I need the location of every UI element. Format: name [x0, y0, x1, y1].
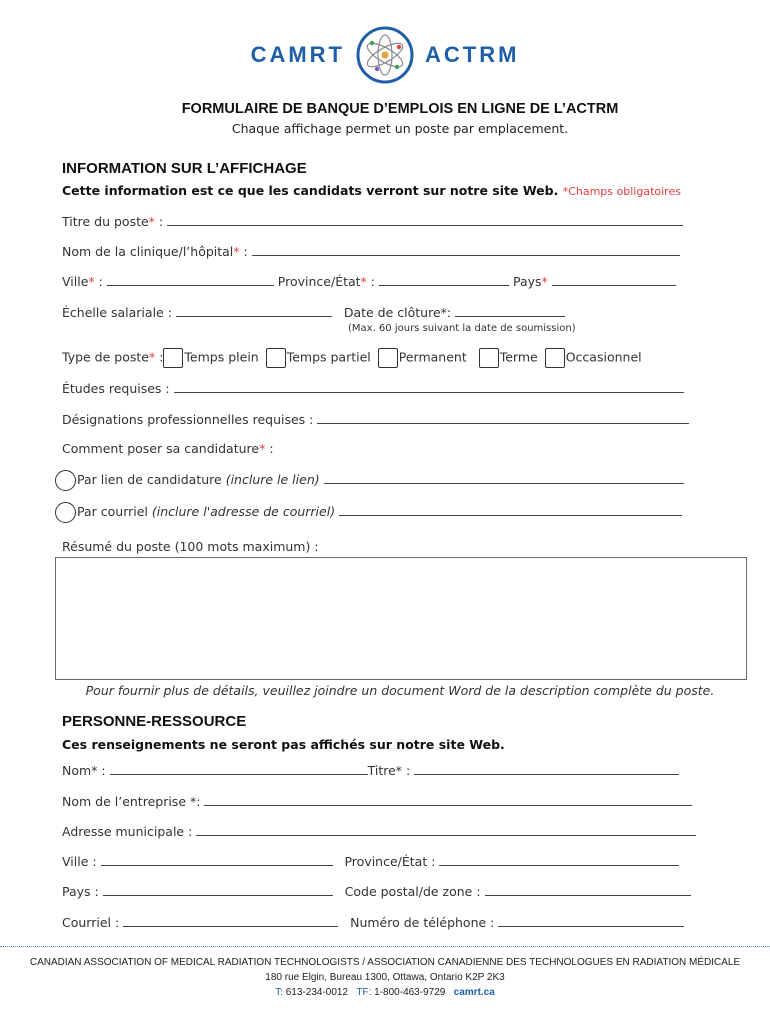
summary-label: Résumé du poste (100 mots maximum) : [62, 539, 319, 554]
postal-code-field[interactable] [485, 884, 691, 896]
row-city-province [62, 854, 679, 870]
checkbox-part-time[interactable] [266, 348, 286, 368]
required-star: * [148, 349, 156, 365]
phone-label: Numéro de téléphone : [350, 915, 495, 930]
phone-field[interactable] [498, 915, 684, 927]
address-label: Adresse municipale : [62, 824, 193, 839]
footer-divider [0, 946, 770, 947]
city-label: Ville [62, 274, 89, 289]
apply-email-hint: (inclure l'adresse de courriel) [151, 504, 336, 519]
country-label: Pays [512, 274, 542, 289]
footer-tel-label: T: [275, 987, 283, 998]
radio-apply-email[interactable] [55, 502, 76, 523]
city-field[interactable] [107, 274, 274, 286]
contact-email-field[interactable] [123, 915, 338, 927]
footer-org: CANADIAN ASSOCIATION OF MEDICAL RADIATION TECHNOLOGISTS / ASSOCIATION CANADIENNE DES TECHNOLOGUES EN RADIATION MÉDICALE [29, 957, 741, 968]
apply-label: Comment poser sa candidature [62, 441, 260, 456]
country-field[interactable] [552, 274, 676, 286]
page-subtitle: Chaque affichage permet un poste par emplacement. [231, 121, 569, 136]
logo-text-right: ACTRM [425, 42, 520, 67]
atom-emblem-icon [355, 25, 415, 85]
contact-city-field[interactable] [101, 854, 333, 866]
required-fields-note: *Champs obligatoires [562, 185, 681, 198]
salary-label: Échelle salariale : [62, 305, 172, 320]
salary-field[interactable] [176, 305, 332, 317]
postal-code-label: Code postal/de zone : [344, 884, 481, 899]
footer-contact [0, 987, 770, 998]
footer-tel: 613-234-0012 [285, 987, 349, 998]
job-type-term: Terme [499, 349, 538, 365]
education-label: Études requises : [62, 381, 170, 396]
logo [0, 22, 770, 88]
checkbox-full-time[interactable] [163, 348, 183, 368]
job-type-permanent: Permanent [398, 349, 467, 365]
required-star: * [233, 244, 240, 259]
designations-field[interactable] [317, 412, 689, 424]
contact-province-label: Province/État : [344, 854, 436, 869]
required-star: * [259, 441, 266, 456]
closing-date-field[interactable] [455, 305, 565, 317]
row-education [62, 381, 684, 397]
posting-note [62, 183, 681, 198]
apply-link-field[interactable] [324, 472, 684, 484]
footer-address: 180 rue Elgin, Bureau 1300, Ottawa, Ontario K2P 2K3 [265, 972, 505, 983]
apply-email-text: Par courriel [77, 504, 148, 519]
row-apply: Comment poser sa candidature* : [62, 441, 274, 456]
apply-link-hint: (inclure le lien) [225, 472, 320, 487]
contact-country-label: Pays : [62, 884, 99, 899]
apply-email-field[interactable] [339, 504, 682, 516]
footer-tf-label: TF: [356, 987, 372, 998]
posting-note-text: Cette information est ce que les candidats verront sur notre site Web. [62, 183, 559, 198]
closing-date-hint: (Max. 60 jours suivant la date de soumission) [348, 323, 576, 334]
checkbox-casual[interactable] [545, 348, 565, 368]
footer-website-link[interactable]: camrt.ca [453, 987, 495, 998]
row-designations [62, 412, 689, 428]
required-star: * [360, 274, 367, 289]
row-email-phone [62, 915, 684, 931]
page-title: FORMULAIRE DE BANQUE D’EMPLOIS EN LIGNE DE L’ACTRM [181, 101, 619, 117]
contact-city-label: Ville : [62, 854, 97, 869]
footer-tf: 1-800-463-9729 [374, 987, 446, 998]
clinic-label: Nom de la clinique/l’hôpital [62, 244, 234, 259]
job-type-label: Type de poste [62, 349, 149, 365]
row-apply-email [55, 502, 682, 523]
job-type-full-time: Temps plein [184, 349, 259, 365]
province-label: Province/État [277, 274, 361, 289]
row-job-type: Type de poste* : Temps plein Temps partiel Permanent Terme Occasionnel [62, 348, 642, 368]
checkbox-term[interactable] [479, 348, 499, 368]
address-field[interactable] [196, 824, 696, 836]
contact-note: Ces renseignements ne seront pas affichés sur notre site Web. [62, 737, 505, 752]
job-title-field[interactable] [167, 214, 683, 226]
job-type-part-time: Temps partiel [286, 349, 371, 365]
contact-title-label: Titre* : [367, 763, 411, 778]
summary-note: Pour fournir plus de détails, veuillez joindre un document Word de la description complète du poste. [85, 683, 715, 698]
radio-apply-link[interactable] [55, 470, 76, 491]
clinic-field[interactable] [252, 244, 680, 256]
row-name-title [62, 763, 679, 779]
section-heading-posting: INFORMATION SUR L’AFFICHAGE [62, 160, 307, 177]
contact-email-label: Courriel : [62, 915, 120, 930]
contact-country-field[interactable] [103, 884, 333, 896]
row-country-postal [62, 884, 691, 900]
contact-name-label: Nom* : [62, 763, 106, 778]
required-star: * [88, 274, 95, 289]
designations-label: Désignations professionnelles requises : [62, 412, 314, 427]
company-field[interactable] [204, 794, 692, 806]
province-field[interactable] [379, 274, 509, 286]
contact-title-field[interactable] [414, 763, 679, 775]
education-field[interactable] [174, 381, 684, 393]
job-title-label: Titre du poste [62, 214, 149, 229]
required-star: * [148, 214, 155, 229]
row-salary-closing [62, 305, 565, 321]
contact-province-field[interactable] [439, 854, 679, 866]
job-type-casual: Occasionnel [565, 349, 642, 365]
section-heading-contact: PERSONNE-RESSOURCE [62, 713, 247, 730]
closing-date-label: Date de clôture*: [343, 305, 452, 320]
contact-name-field[interactable] [110, 763, 368, 775]
required-star: * [541, 274, 548, 289]
row-job-title: Titre du poste* : [62, 214, 683, 230]
row-clinic: Nom de la clinique/l’hôpital* : [62, 244, 680, 260]
apply-link-text: Par lien de candidature [77, 472, 222, 487]
row-company [62, 794, 692, 810]
row-address [62, 824, 696, 840]
company-label: Nom de l’entreprise *: [62, 794, 201, 809]
job-summary-textarea[interactable] [55, 557, 747, 680]
checkbox-permanent[interactable] [378, 348, 398, 368]
logo-text-left: CAMRT [250, 42, 345, 67]
row-apply-link [55, 470, 684, 491]
row-location: Ville* : Province/État* : Pays* [62, 274, 676, 290]
